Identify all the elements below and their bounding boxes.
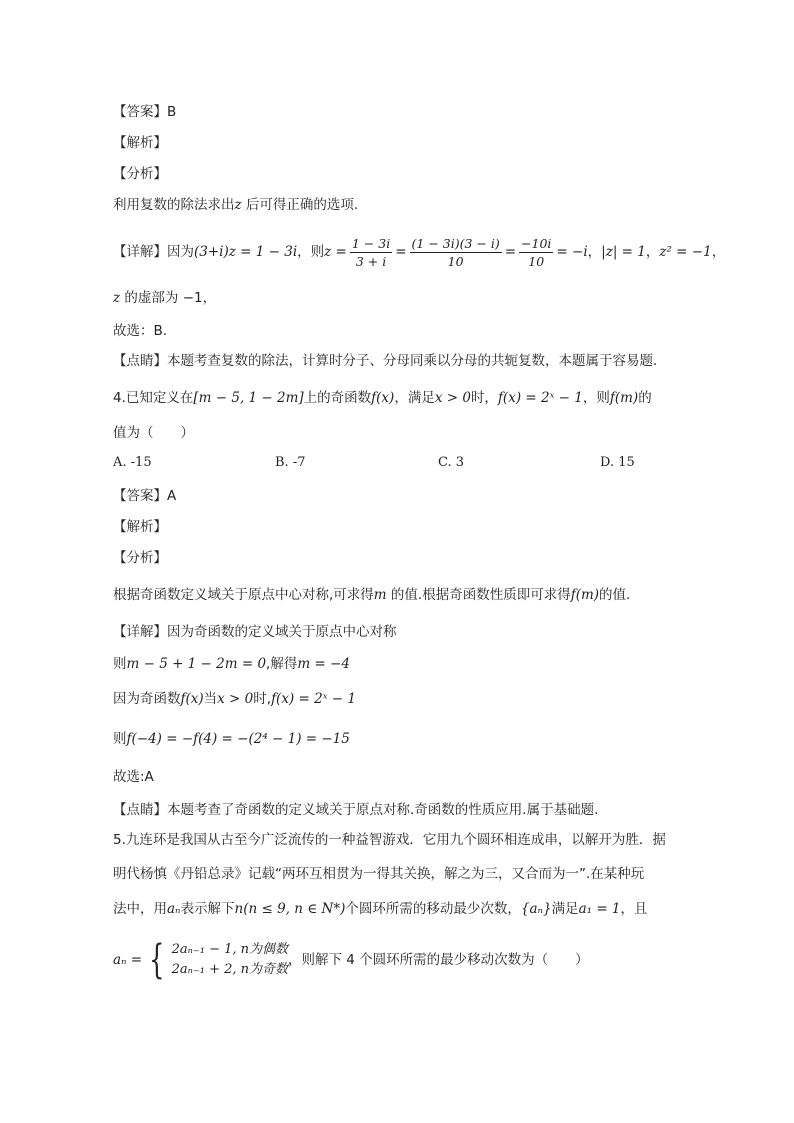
q3-frac-3-num: −10i — [521, 235, 552, 251]
q5-line-3-an: aₙ — [167, 901, 181, 917]
q3-frac-2-den: 10 — [447, 253, 464, 269]
q5-line-3c: 个圆环所需的移动最少次数， — [345, 901, 521, 917]
q4-stem-fm: f(m) — [609, 390, 639, 406]
q4-fenxi-text-1: 根据奇函数定义域关于原点中心对称,可求得 — [113, 587, 374, 603]
q3-choose: 故选：B. — [113, 323, 168, 339]
q3-imag-line — [113, 288, 216, 308]
q3-imag-text: 的虚部为 −1， — [120, 290, 217, 306]
q4-fenxi-m: m — [373, 587, 387, 603]
q4-detail-line-1: 【详解】因为奇函数的定义域关于原点中心对称 — [113, 624, 397, 640]
q5-line-4-an: aₙ = — [113, 952, 143, 968]
q5-case-1: 2aₙ₋₁ − 1, n为偶数 — [171, 942, 289, 957]
q4-stem-line-2: 值为（ ） — [113, 425, 194, 441]
q3-detail-z: z = — [324, 244, 347, 260]
q4-stem-1: 4.已知定义在 — [113, 390, 194, 406]
q3-frac-3 — [519, 235, 553, 270]
q3-detail-eq-tail: = −i — [556, 244, 588, 260]
q4-detail-3-cond: x > 0 — [217, 691, 254, 707]
q3-frac-1 — [350, 235, 392, 270]
q3-frac-1-den: 3 + i — [355, 253, 387, 269]
q4-detail-4-eq: f(−4) = −f(4) = −(2⁴ − 1) = −15 — [126, 731, 350, 747]
q4-stem-6: 的 — [638, 390, 652, 406]
q4-fenxi-text-2: 的值.根据奇函数性质即可求得 — [386, 587, 571, 603]
q5-line-3a: 法中，用 — [113, 901, 167, 917]
q3-sep-1: ， — [587, 244, 602, 260]
q4-option-a: A. -15 — [113, 455, 152, 470]
q4-detail-line-2 — [113, 654, 350, 674]
q4-stem-2: 上的奇函数 — [303, 390, 372, 406]
q3-analysis-heading: 【解析】 — [113, 135, 167, 151]
q5-line-3e: ，且 — [620, 901, 648, 917]
q4-stem-line-1 — [113, 388, 652, 408]
q4-detail-2-sol: m = −4 — [297, 656, 350, 672]
q4-fenxi-text — [113, 585, 630, 605]
q5-case-2: 2aₙ₋₁ + 2, n为奇数 — [171, 962, 289, 977]
q3-abs-z: |z| = 1 — [601, 244, 646, 260]
q4-detail-line-4 — [113, 729, 350, 749]
q4-stem-4: 时， — [470, 390, 498, 406]
left-brace-icon: { — [149, 937, 165, 983]
q5-line-3d: 满足 — [551, 901, 579, 917]
q4-stem-5: ，则 — [582, 390, 610, 406]
q4-stem-interval: [m − 5, 1 − 2m] — [193, 390, 304, 406]
q3-frac-2-num: (1 − 3i)(3 − i) — [411, 235, 500, 251]
q5-line-3 — [113, 899, 648, 919]
q3-fenxi-text — [113, 195, 358, 215]
q5-line-2: 明代杨慎《丹铅总录》记载“两环互相贯为一得其关换，解之为三，又合而为一”.在某种玩 — [113, 866, 645, 882]
q5-line-3-a1: a₁ = 1 — [578, 901, 621, 917]
q5-cases — [172, 940, 288, 980]
q4-detail-3a: 因为奇函数 — [113, 691, 181, 707]
q4-option-b: B. -7 — [275, 455, 306, 470]
q3-frac-2 — [410, 235, 502, 270]
q4-detail-3b: 当 — [203, 691, 218, 707]
q3-z-squared: z² = −1 — [659, 244, 712, 260]
q4-stem-cond: x > 0 — [434, 390, 471, 406]
q4-fenxi-text-3: 的值. — [599, 587, 631, 603]
q4-option-c: C. 3 — [438, 455, 465, 470]
q5-line-4b: ，则解下 4 个圆环所需的最少移动次数为（ ） — [288, 952, 589, 968]
q3-detail-heading: 【详解】 — [113, 244, 167, 260]
q4-detail-2-eq: m − 5 + 1 − 2m = 0 — [126, 656, 267, 672]
q3-fenxi-var: z — [234, 197, 242, 213]
q4-detail-4a: 则 — [113, 731, 127, 747]
q3-detail-line: 【详解】因为(3+i)z = 1 − 3i，则z = $\frac{1 - 3i}{3 + i}$ = $\frac{(1 - 3i)(3 - i)}{10}$ = $\frac{-10i}{10}$ = −i，|z| = 1，z² = −1， — [113, 235, 726, 269]
q4-detail-2b: ,解得 — [266, 656, 298, 672]
q4-option-d: D. 15 — [600, 455, 635, 470]
q5-line-1: 5.九连环是我国从古至今广泛流传的一种益智游戏．它用九个圆环相连成串，以解开为胜．据 — [113, 832, 666, 848]
q4-detail-3c: 时, — [253, 691, 272, 707]
q3-sep-3: ， — [711, 244, 726, 260]
q4-detail-line-3 — [113, 689, 356, 709]
q4-stem-def: f(x) = 2ˣ − 1 — [497, 390, 583, 406]
q3-frac-1-num: 1 − 3i — [351, 235, 391, 251]
q4-detail-2a: 则 — [113, 656, 127, 672]
q4-detail-3-def: f(x) = 2ˣ − 1 — [271, 691, 356, 707]
q3-remark: 【点睛】本题考查复数的除法，计算时分子、分母同乘以分母的共轭复数，本题属于容易题. — [113, 353, 658, 369]
q5-line-3-seq: {aₙ} — [520, 901, 552, 917]
q3-answer: 【答案】B — [113, 104, 177, 120]
q3-detail-text-2: ，则 — [297, 244, 325, 260]
q5-line-3-cond: n(n ≤ 9, n ∈ N*) — [234, 901, 346, 917]
q4-detail-3-fx: f(x) — [180, 691, 204, 707]
q3-fenxi-text-2: 后可得正确的选项. — [241, 197, 359, 213]
q3-sep-2: ， — [645, 244, 660, 260]
q3-frac-3-den: 10 — [528, 253, 545, 269]
q3-fenxi-heading: 【分析】 — [113, 166, 167, 182]
q4-fenxi-heading: 【分析】 — [113, 550, 167, 566]
q4-stem-fx: f(x) — [371, 390, 395, 406]
q3-detail-eq1: (3+i)z = 1 − 3i — [194, 244, 298, 260]
q4-remark: 【点睛】本题考查了奇函数的定义域关于原点对称.奇函数的性质应用.属于基础题. — [113, 802, 599, 818]
q3-fenxi-text-1: 利用复数的除法求出 — [113, 197, 235, 213]
q5-piecewise — [113, 937, 289, 983]
q4-choose: 故选:A — [113, 769, 154, 785]
q3-detail-text-1: 因为 — [167, 244, 194, 260]
q5-line-3b: 表示解下 — [180, 901, 235, 917]
q3-imag-var: z — [113, 290, 121, 306]
q4-analysis-heading: 【解析】 — [113, 519, 167, 535]
q4-fenxi-fm: f(m) — [570, 587, 600, 603]
q5-line-4 — [113, 937, 589, 983]
q4-answer: 【答案】A — [113, 488, 177, 504]
q4-stem-3: ，满足 — [394, 390, 435, 406]
